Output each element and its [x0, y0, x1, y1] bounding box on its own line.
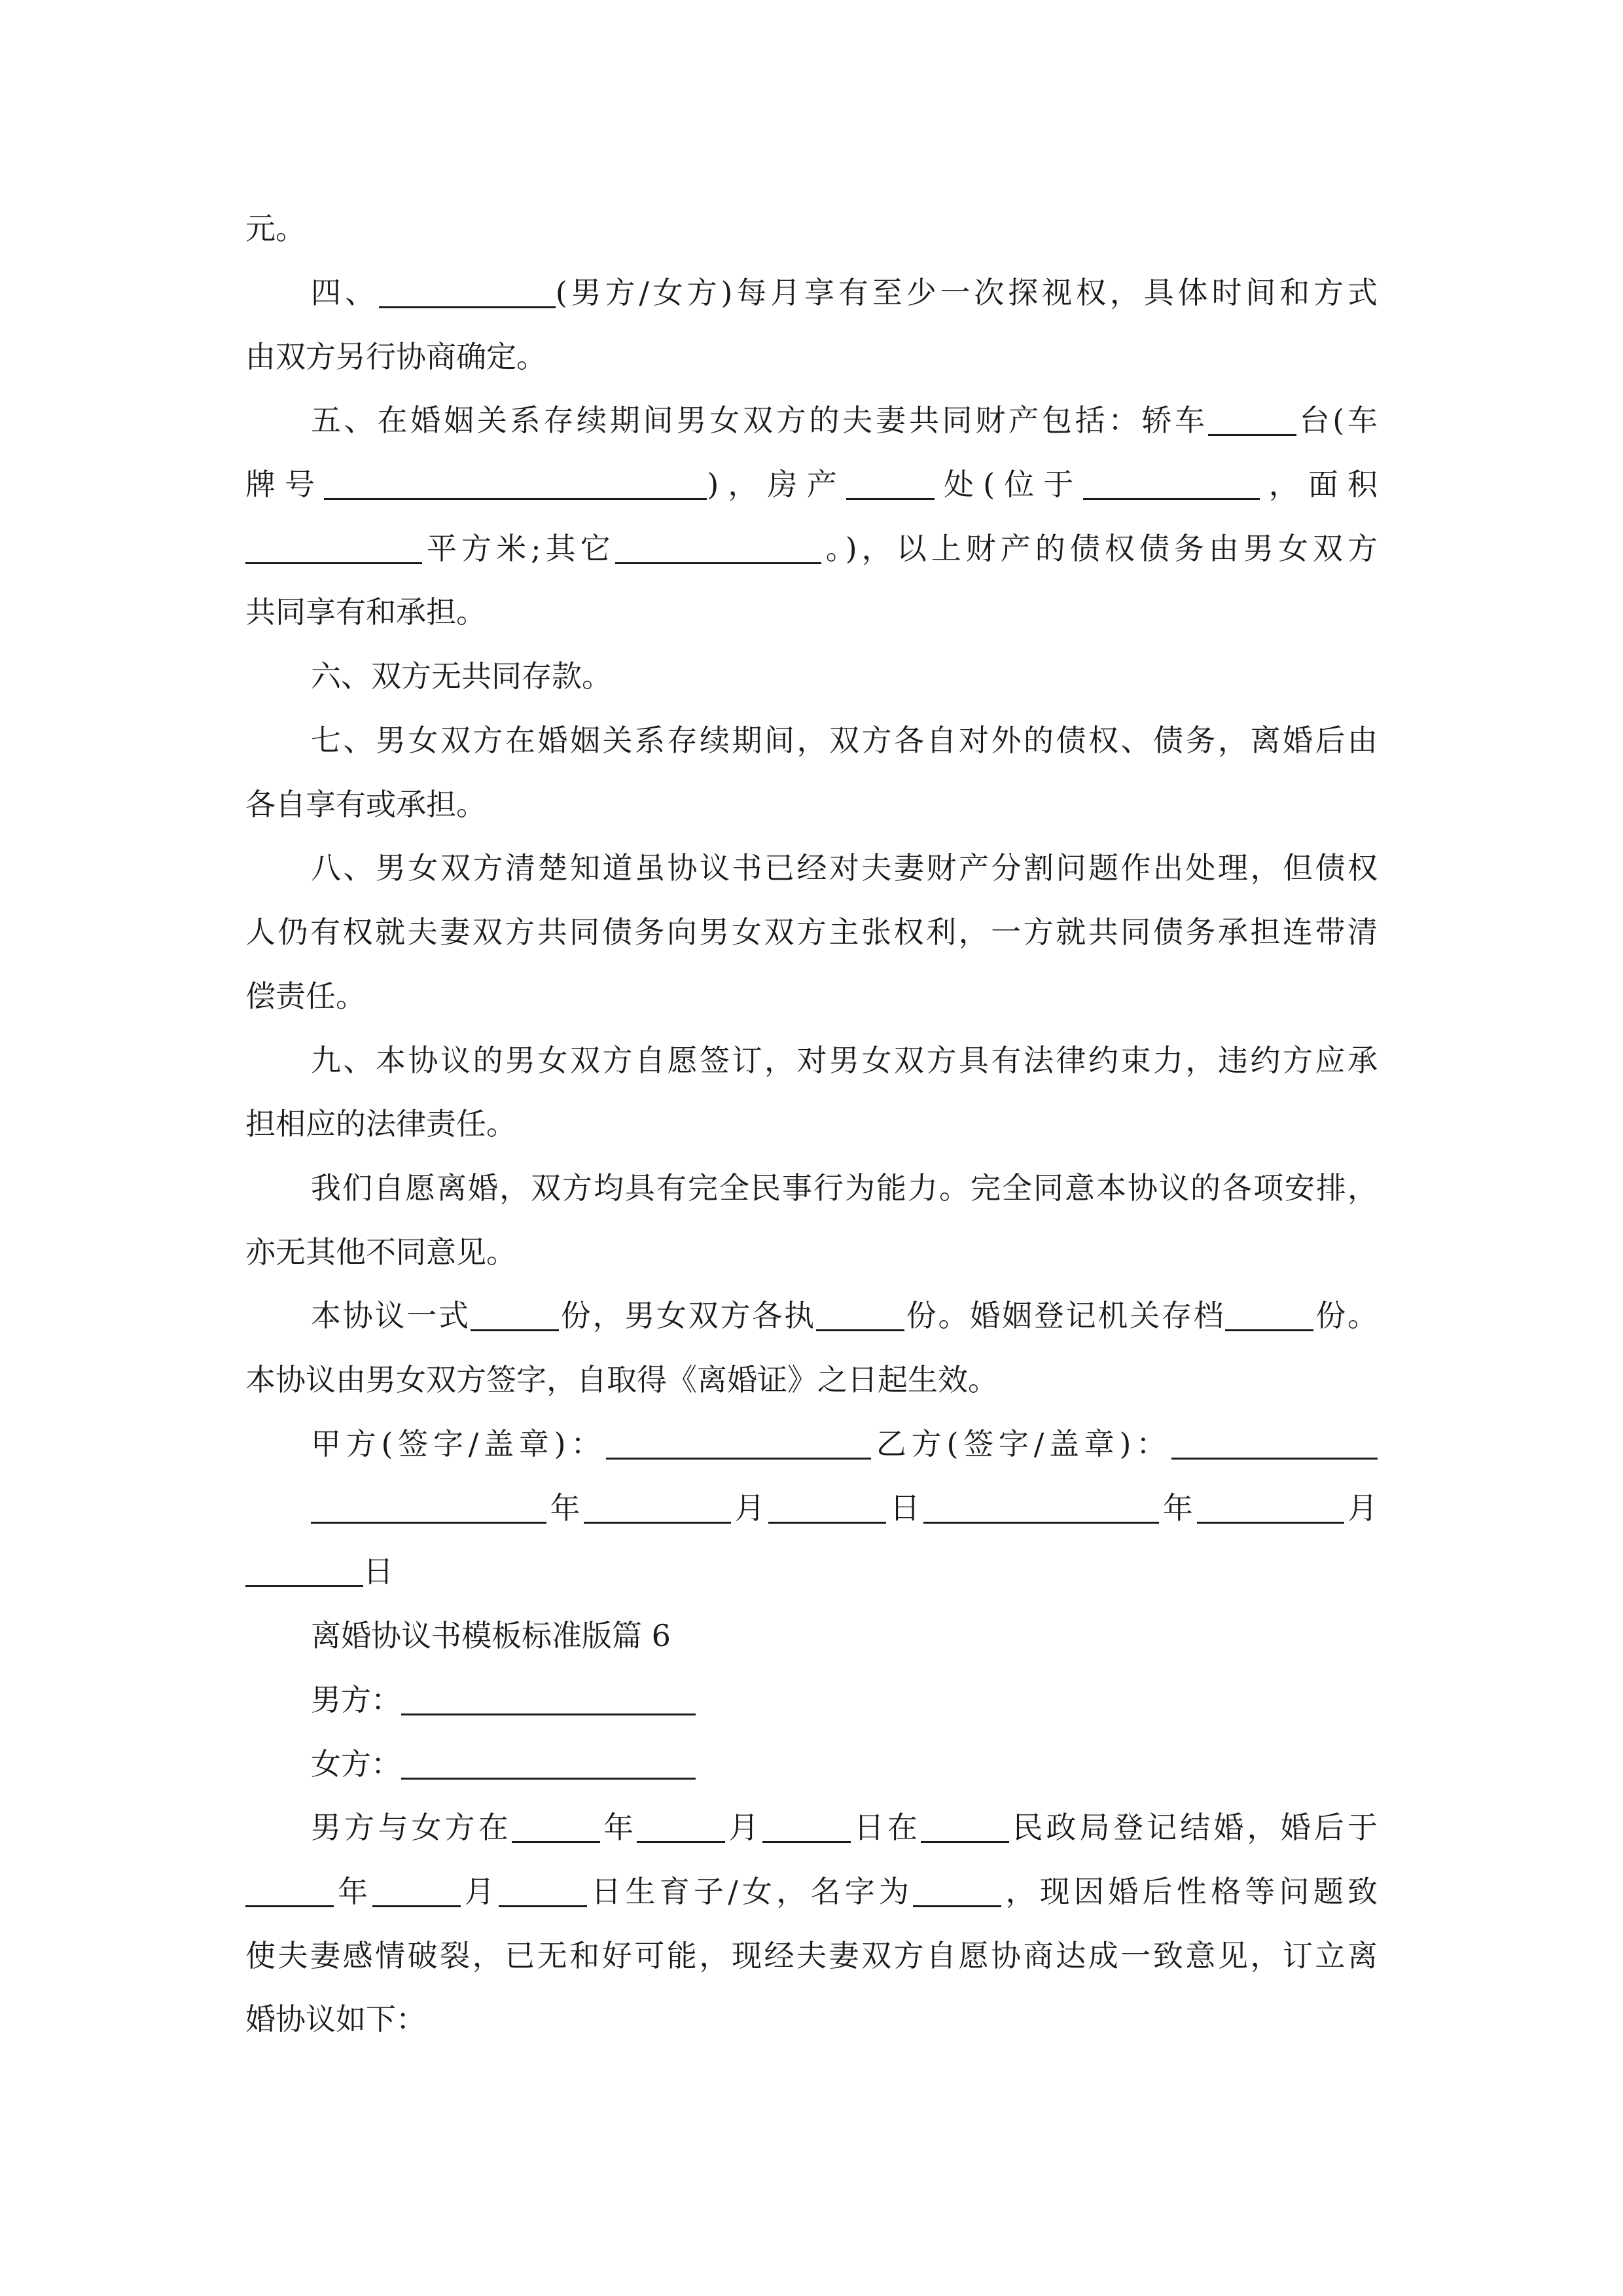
husband-name-blank[interactable] [401, 1687, 696, 1715]
date-blank[interactable] [584, 1496, 731, 1524]
date-blank[interactable] [499, 1879, 587, 1907]
text-line: 偿责任。 [245, 978, 366, 1014]
wife-line: 女方： [311, 1732, 1378, 1796]
text-line: 共同享有和承担。 [245, 594, 486, 630]
date-blank[interactable] [311, 1496, 546, 1524]
wife-name-blank[interactable] [401, 1751, 696, 1780]
text-line: 各自享有或承担。 [245, 787, 486, 822]
date-blank[interactable] [245, 1879, 334, 1907]
car-count-blank[interactable] [1208, 408, 1296, 436]
other-property-blank[interactable] [615, 536, 821, 564]
text-line: 年 月 日生育子/女，名字为 ，现因婚后性格等问题致 [245, 1859, 1378, 1924]
date-line: 年 月 日 年 月 [311, 1476, 1378, 1540]
clause-eight: 八、男女双方清楚知道虽协议书已经对夫妻财产分割问题作出处理，但债权 [311, 850, 1378, 886]
text-line: 由双方另行协商确定。 [245, 339, 546, 374]
party-b-signature-blank[interactable] [1171, 1431, 1378, 1460]
clause-seven: 七、男女双方在婚姻关系存续期间，双方各自对外的债权、债务，离婚后由 [311, 723, 1378, 758]
party-a-signature-blank[interactable] [606, 1431, 871, 1460]
house-count-blank[interactable] [846, 472, 935, 500]
date-blank[interactable] [762, 1815, 851, 1843]
clause-four: 四、 (男方/女方)每月享有至少一次探视权，具体时间和方式 [311, 275, 1378, 310]
signature-line: 甲方(签字/盖章)： 乙方(签字/盖章)： [311, 1412, 1378, 1476]
text-line: 亦无其他不同意见。 [245, 1234, 516, 1270]
date-blank[interactable] [1197, 1496, 1344, 1524]
text-line: 元。 [245, 211, 306, 246]
bureau-blank[interactable] [921, 1815, 1009, 1843]
text-line: 本协议由男女双方签字，自取得《离婚证》之日起生效。 [245, 1362, 998, 1397]
clause-six: 六、双方无共同存款。 [311, 658, 612, 694]
copies-archive-blank[interactable] [1225, 1303, 1313, 1331]
text-line: 使夫妻感情破裂，已无和好可能，现经夫妻双方自愿协商达成一致意见，订立离 [245, 1938, 1378, 1973]
text-line: 婚协议如下： [245, 2001, 426, 2037]
clause-five: 五、在婚姻关系存续期间男女双方的夫妻共同财产包括：轿车 台(车 [311, 403, 1378, 438]
date-blank[interactable] [637, 1815, 725, 1843]
house-location-blank[interactable] [1083, 472, 1260, 500]
copies-paragraph: 本协议一式 份，男女双方各执 份。婚姻登记机关存档 份。 [311, 1298, 1378, 1333]
date-line: 日 [245, 1539, 1378, 1604]
date-blank[interactable] [512, 1815, 600, 1843]
copies-each-blank[interactable] [816, 1303, 904, 1331]
husband-line: 男方： [311, 1668, 1378, 1732]
section-title: 离婚协议书模板标准版篇 6 [311, 1618, 671, 1653]
text-line: 担相应的法律责任。 [245, 1106, 516, 1141]
plate-number-blank[interactable] [324, 472, 707, 500]
date-blank[interactable] [245, 1559, 363, 1587]
copies-total-blank[interactable] [471, 1303, 559, 1331]
clause-nine: 九、本协议的男女双方自愿签订，对男女双方具有法律约束力，违约方应承 [311, 1043, 1378, 1078]
statement-paragraph: 我们自愿离婚，双方均具有完全民事行为能力。完全同意本协议的各项安排， [311, 1170, 1378, 1206]
visitor-blank[interactable] [379, 280, 556, 308]
date-blank[interactable] [372, 1879, 461, 1907]
text-line: 平方米;其它 。)，以上财产的债权债务由男女双方 [245, 516, 1378, 581]
child-name-blank[interactable] [913, 1879, 1001, 1907]
date-blank[interactable] [923, 1496, 1159, 1524]
text-line: 人仍有权就夫妻双方共同债务向男女双方主张权利，一方就共同债务承担连带清 [245, 914, 1378, 950]
date-blank[interactable] [768, 1496, 886, 1524]
text-line: 牌号 )，房产 处(位于 ，面积 [245, 467, 1378, 502]
area-blank[interactable] [245, 536, 422, 564]
marriage-paragraph: 男方与女方在 年 月 日在 民政局登记结婚，婚后于 [311, 1810, 1378, 1845]
